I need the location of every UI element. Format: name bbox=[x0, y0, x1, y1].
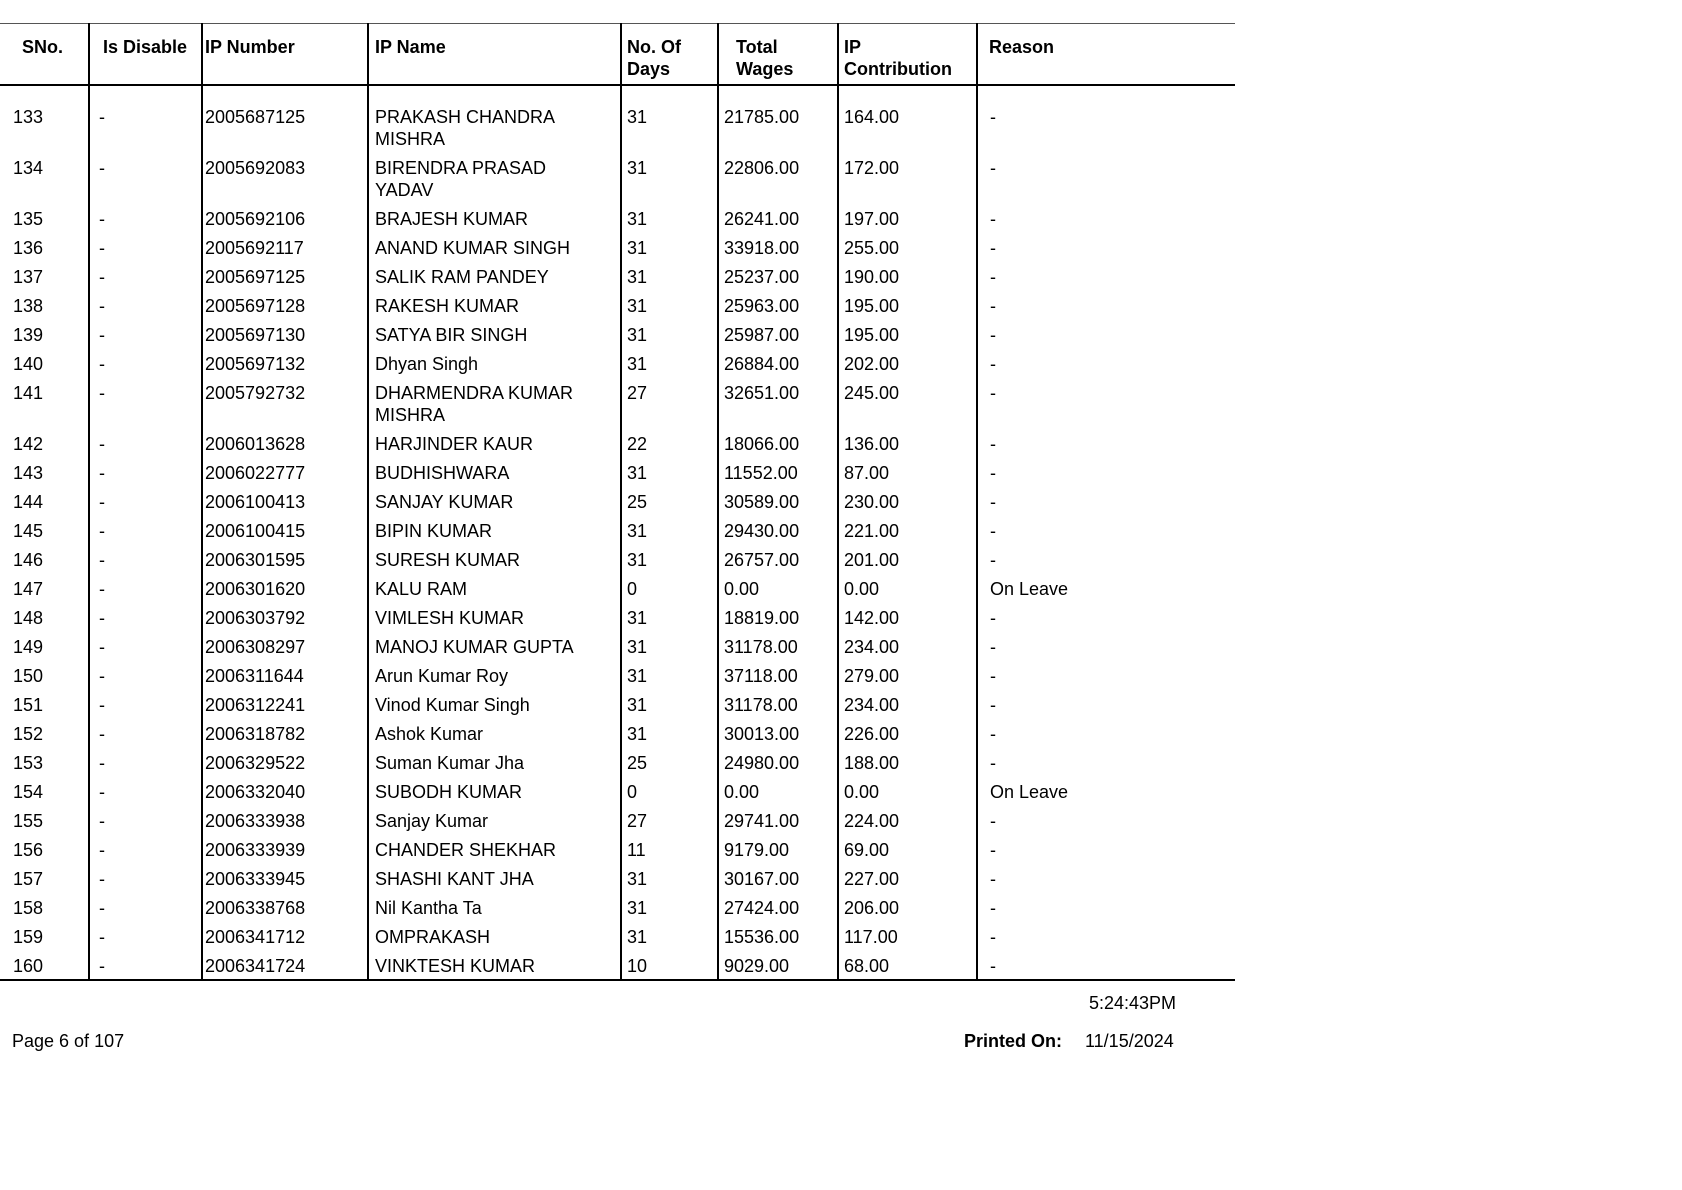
cell-no-of-days: 31 bbox=[621, 717, 718, 746]
table-row bbox=[0, 543, 1235, 572]
cell-ip-number: 2006308297 bbox=[202, 630, 368, 659]
cell-is-disable: - bbox=[89, 543, 202, 572]
cell-no-of-days: 31 bbox=[621, 151, 718, 202]
cell-total-wages: 0.00 bbox=[718, 572, 838, 601]
cell-ip-contribution: 230.00 bbox=[838, 485, 977, 514]
cell-ip-contribution: 188.00 bbox=[838, 746, 977, 775]
table-row bbox=[0, 260, 1235, 289]
cell-total-wages: 22806.00 bbox=[718, 151, 838, 202]
cell-is-disable: - bbox=[89, 891, 202, 920]
cell-total-wages: 9029.00 bbox=[718, 949, 838, 980]
cell-is-disable: - bbox=[89, 231, 202, 260]
cell-reason: - bbox=[977, 833, 1235, 862]
table-row bbox=[0, 659, 1235, 688]
table-row bbox=[0, 688, 1235, 717]
table-row bbox=[0, 630, 1235, 659]
cell-total-wages: 29741.00 bbox=[718, 804, 838, 833]
cell-no-of-days: 31 bbox=[621, 347, 718, 376]
table-header-row bbox=[0, 24, 1235, 85]
cell-total-wages: 18819.00 bbox=[718, 601, 838, 630]
table-row bbox=[0, 601, 1235, 630]
cell-ip-contribution: 226.00 bbox=[838, 717, 977, 746]
print-time: 5:24:43PM bbox=[1089, 993, 1177, 1013]
cell-no-of-days: 22 bbox=[621, 427, 718, 456]
cell-reason: - bbox=[977, 659, 1235, 688]
cell-ip-number: 2006100413 bbox=[202, 485, 368, 514]
table-row bbox=[0, 746, 1235, 775]
table-row bbox=[0, 514, 1235, 543]
cell-ip-contribution: 0.00 bbox=[838, 572, 977, 601]
table-row bbox=[0, 485, 1235, 514]
cell-ip-name: BUDHISHWARA bbox=[368, 456, 621, 485]
cell-sno: 146 bbox=[13, 549, 44, 570]
table-row bbox=[0, 427, 1235, 456]
cell-ip-name: SHASHI KANT JHA bbox=[368, 862, 621, 891]
table-row bbox=[0, 347, 1235, 376]
cell-is-disable: - bbox=[89, 601, 202, 630]
table-row bbox=[0, 862, 1235, 891]
cell-reason: - bbox=[977, 485, 1235, 514]
cell-ip-contribution: 197.00 bbox=[838, 202, 977, 231]
cell-total-wages: 21785.00 bbox=[718, 85, 838, 151]
cell-sno: 134 bbox=[13, 157, 44, 178]
cell-ip-number: 2006332040 bbox=[202, 775, 368, 804]
cell-sno: 149 bbox=[13, 636, 44, 657]
table-row bbox=[0, 804, 1235, 833]
header-no-of-days: No. Of Days bbox=[621, 24, 718, 85]
table-row bbox=[0, 318, 1235, 347]
cell-ip-contribution: 234.00 bbox=[838, 630, 977, 659]
cell-is-disable: - bbox=[89, 659, 202, 688]
cell-is-disable: - bbox=[89, 85, 202, 151]
cell-total-wages: 15536.00 bbox=[718, 920, 838, 949]
cell-total-wages: 24980.00 bbox=[718, 746, 838, 775]
cell-ip-name: SUBODH KUMAR bbox=[368, 775, 621, 804]
cell-sno: 139 bbox=[13, 324, 44, 345]
cell-ip-number: 2006333938 bbox=[202, 804, 368, 833]
cell-no-of-days: 31 bbox=[621, 85, 718, 151]
cell-ip-name: VINKTESH KUMAR bbox=[368, 949, 621, 980]
cell-total-wages: 30589.00 bbox=[718, 485, 838, 514]
cell-ip-contribution: 0.00 bbox=[838, 775, 977, 804]
table-row bbox=[0, 289, 1235, 318]
cell-sno: 160 bbox=[0, 949, 89, 980]
cell-ip-number: 2006318782 bbox=[202, 717, 368, 746]
cell-no-of-days: 31 bbox=[621, 543, 718, 572]
cell-no-of-days: 31 bbox=[621, 260, 718, 289]
cell-reason: - bbox=[977, 427, 1235, 456]
cell-reason: - bbox=[977, 804, 1235, 833]
cell-sno: 144 bbox=[13, 491, 44, 512]
cell-sno: 141 bbox=[13, 382, 44, 403]
printed-on-label: Printed On: bbox=[964, 1031, 1062, 1051]
cell-no-of-days: 31 bbox=[621, 601, 718, 630]
cell-no-of-days: 0 bbox=[621, 572, 718, 601]
cell-ip-number: 2006333939 bbox=[202, 833, 368, 862]
table-row bbox=[0, 572, 1235, 601]
cell-total-wages: 37118.00 bbox=[718, 659, 838, 688]
printed-on-date: 11/15/2024 bbox=[1085, 1031, 1174, 1051]
cell-ip-contribution: 136.00 bbox=[838, 427, 977, 456]
table-row bbox=[0, 202, 1235, 231]
cell-ip-name: SURESH KUMAR bbox=[368, 543, 621, 572]
cell-no-of-days: 0 bbox=[621, 775, 718, 804]
table-row bbox=[0, 833, 1235, 862]
cell-ip-number: 2006338768 bbox=[202, 891, 368, 920]
cell-no-of-days: 10 bbox=[621, 949, 718, 980]
cell-total-wages: 26241.00 bbox=[718, 202, 838, 231]
cell-ip-contribution: 142.00 bbox=[838, 601, 977, 630]
cell-sno: 142 bbox=[13, 433, 44, 454]
cell-no-of-days: 31 bbox=[621, 659, 718, 688]
cell-ip-number: 2006100415 bbox=[202, 514, 368, 543]
cell-ip-contribution: 195.00 bbox=[838, 318, 977, 347]
cell-total-wages: 31178.00 bbox=[718, 630, 838, 659]
header-sno: SNo. bbox=[0, 24, 89, 85]
cell-reason: - bbox=[977, 949, 1235, 980]
cell-total-wages: 9179.00 bbox=[718, 833, 838, 862]
cell-ip-name: BRAJESH KUMAR bbox=[368, 202, 621, 231]
cell-ip-name: Nil Kantha Ta bbox=[368, 891, 621, 920]
cell-no-of-days: 25 bbox=[621, 485, 718, 514]
cell-sno: 153 bbox=[13, 752, 44, 773]
cell-ip-number: 2006301595 bbox=[202, 543, 368, 572]
cell-total-wages: 33918.00 bbox=[718, 231, 838, 260]
cell-reason: - bbox=[977, 85, 1235, 151]
cell-reason: - bbox=[977, 376, 1235, 427]
cell-is-disable: - bbox=[89, 862, 202, 891]
cell-total-wages: 27424.00 bbox=[718, 891, 838, 920]
cell-ip-contribution: 195.00 bbox=[838, 289, 977, 318]
cell-is-disable: - bbox=[89, 260, 202, 289]
cell-ip-name: DHARMENDRA KUMAR MISHRA bbox=[368, 376, 621, 427]
cell-reason: On Leave bbox=[977, 775, 1235, 804]
header-reason: Reason bbox=[977, 24, 1235, 85]
cell-sno: 152 bbox=[13, 723, 44, 744]
cell-total-wages: 25987.00 bbox=[718, 318, 838, 347]
cell-ip-name: PRAKASH CHANDRA MISHRA bbox=[368, 85, 621, 151]
cell-reason: - bbox=[977, 601, 1235, 630]
cell-no-of-days: 27 bbox=[621, 804, 718, 833]
cell-ip-number: 2005692106 bbox=[202, 202, 368, 231]
cell-no-of-days: 31 bbox=[621, 231, 718, 260]
cell-sno: 159 bbox=[13, 926, 44, 947]
table-row bbox=[0, 775, 1235, 804]
cell-ip-contribution: 245.00 bbox=[838, 376, 977, 427]
cell-ip-contribution: 227.00 bbox=[838, 862, 977, 891]
header-total-wages: Total Wages bbox=[718, 24, 838, 85]
cell-sno: 156 bbox=[13, 839, 44, 860]
cell-ip-number: 2005792732 bbox=[202, 376, 368, 427]
cell-ip-number: 2005692117 bbox=[202, 231, 368, 260]
cell-ip-name: Arun Kumar Roy bbox=[368, 659, 621, 688]
cell-no-of-days: 31 bbox=[621, 202, 718, 231]
cell-is-disable: - bbox=[89, 804, 202, 833]
cell-is-disable: - bbox=[89, 347, 202, 376]
cell-total-wages: 25237.00 bbox=[718, 260, 838, 289]
cell-reason: - bbox=[977, 260, 1235, 289]
cell-sno: 148 bbox=[13, 607, 44, 628]
table-row bbox=[0, 891, 1235, 920]
cell-ip-name: Suman Kumar Jha bbox=[368, 746, 621, 775]
cell-is-disable: - bbox=[89, 151, 202, 202]
cell-ip-name: Vinod Kumar Singh bbox=[368, 688, 621, 717]
cell-sno: 138 bbox=[13, 295, 44, 316]
cell-reason: - bbox=[977, 231, 1235, 260]
cell-sno: 133 bbox=[13, 106, 44, 127]
cell-ip-number: 2006303792 bbox=[202, 601, 368, 630]
cell-reason: - bbox=[977, 347, 1235, 376]
cell-sno: 154 bbox=[13, 781, 44, 802]
cell-no-of-days: 11 bbox=[621, 833, 718, 862]
cell-reason: - bbox=[977, 151, 1235, 202]
cell-reason: - bbox=[977, 688, 1235, 717]
cell-is-disable: - bbox=[89, 376, 202, 427]
cell-is-disable: - bbox=[89, 833, 202, 862]
cell-no-of-days: 31 bbox=[621, 289, 718, 318]
cell-ip-contribution: 68.00 bbox=[838, 949, 977, 980]
cell-ip-contribution: 224.00 bbox=[838, 804, 977, 833]
cell-ip-name: SALIK RAM PANDEY bbox=[368, 260, 621, 289]
header-is-disable: Is Disable bbox=[89, 24, 202, 85]
cell-ip-number: 2006022777 bbox=[202, 456, 368, 485]
table-row bbox=[0, 920, 1235, 949]
cell-reason: - bbox=[977, 891, 1235, 920]
cell-ip-number: 2006013628 bbox=[202, 427, 368, 456]
cell-sno: 137 bbox=[13, 266, 44, 287]
contribution-table bbox=[0, 23, 1235, 981]
cell-ip-name: BIRENDRA PRASAD YADAV bbox=[368, 151, 621, 202]
cell-ip-number: 2006311644 bbox=[202, 659, 368, 688]
cell-total-wages: 30013.00 bbox=[718, 717, 838, 746]
cell-no-of-days: 31 bbox=[621, 456, 718, 485]
cell-ip-name: MANOJ KUMAR GUPTA bbox=[368, 630, 621, 659]
header-ip-name: IP Name bbox=[368, 24, 621, 85]
cell-ip-contribution: 172.00 bbox=[838, 151, 977, 202]
cell-total-wages: 18066.00 bbox=[718, 427, 838, 456]
cell-sno: 135 bbox=[13, 208, 44, 229]
cell-total-wages: 29430.00 bbox=[718, 514, 838, 543]
cell-is-disable: - bbox=[89, 427, 202, 456]
cell-reason: - bbox=[977, 717, 1235, 746]
cell-is-disable: - bbox=[89, 630, 202, 659]
cell-ip-name: SATYA BIR SINGH bbox=[368, 318, 621, 347]
cell-ip-contribution: 255.00 bbox=[838, 231, 977, 260]
cell-ip-number: 2006341712 bbox=[202, 920, 368, 949]
table-row bbox=[0, 231, 1235, 260]
cell-ip-number: 2005697130 bbox=[202, 318, 368, 347]
cell-reason: - bbox=[977, 543, 1235, 572]
cell-reason: - bbox=[977, 920, 1235, 949]
cell-reason: - bbox=[977, 862, 1235, 891]
cell-no-of-days: 31 bbox=[621, 630, 718, 659]
cell-reason: - bbox=[977, 630, 1235, 659]
cell-is-disable: - bbox=[89, 949, 202, 980]
cell-no-of-days: 31 bbox=[621, 318, 718, 347]
table-row bbox=[0, 151, 1235, 202]
cell-ip-name: SANJAY KUMAR bbox=[368, 485, 621, 514]
cell-total-wages: 30167.00 bbox=[718, 862, 838, 891]
cell-is-disable: - bbox=[89, 456, 202, 485]
cell-is-disable: - bbox=[89, 746, 202, 775]
cell-is-disable: - bbox=[89, 920, 202, 949]
cell-total-wages: 26757.00 bbox=[718, 543, 838, 572]
cell-ip-name: VIMLESH KUMAR bbox=[368, 601, 621, 630]
table-row bbox=[0, 376, 1235, 427]
cell-ip-number: 2006329522 bbox=[202, 746, 368, 775]
cell-is-disable: - bbox=[89, 202, 202, 231]
cell-no-of-days: 25 bbox=[621, 746, 718, 775]
cell-reason: - bbox=[977, 746, 1235, 775]
cell-ip-number: 2005697132 bbox=[202, 347, 368, 376]
header-ip-contribution: IP Contribution bbox=[838, 24, 977, 85]
cell-sno: 150 bbox=[13, 665, 44, 686]
header-ip-number: IP Number bbox=[202, 24, 368, 85]
cell-ip-name: CHANDER SHEKHAR bbox=[368, 833, 621, 862]
cell-ip-contribution: 190.00 bbox=[838, 260, 977, 289]
cell-no-of-days: 31 bbox=[621, 920, 718, 949]
cell-ip-contribution: 202.00 bbox=[838, 347, 977, 376]
cell-no-of-days: 31 bbox=[621, 862, 718, 891]
cell-total-wages: 25963.00 bbox=[718, 289, 838, 318]
cell-is-disable: - bbox=[89, 318, 202, 347]
cell-ip-number: 2006341724 bbox=[202, 949, 368, 980]
cell-ip-name: Sanjay Kumar bbox=[368, 804, 621, 833]
cell-ip-number: 2006301620 bbox=[202, 572, 368, 601]
cell-total-wages: 0.00 bbox=[718, 775, 838, 804]
cell-reason: - bbox=[977, 456, 1235, 485]
cell-ip-contribution: 201.00 bbox=[838, 543, 977, 572]
cell-ip-name: HARJINDER KAUR bbox=[368, 427, 621, 456]
table-row bbox=[0, 85, 1235, 151]
cell-ip-number: 2005687125 bbox=[202, 85, 368, 151]
cell-ip-name: KALU RAM bbox=[368, 572, 621, 601]
cell-is-disable: - bbox=[89, 572, 202, 601]
cell-ip-number: 2006312241 bbox=[202, 688, 368, 717]
cell-reason: - bbox=[977, 318, 1235, 347]
cell-reason: - bbox=[977, 289, 1235, 318]
cell-is-disable: - bbox=[89, 289, 202, 318]
cell-reason: On Leave bbox=[977, 572, 1235, 601]
table-body bbox=[0, 85, 1235, 980]
cell-is-disable: - bbox=[89, 485, 202, 514]
cell-no-of-days: 31 bbox=[621, 514, 718, 543]
cell-sno: 147 bbox=[13, 578, 44, 599]
cell-no-of-days: 31 bbox=[621, 891, 718, 920]
cell-ip-name: ANAND KUMAR SINGH bbox=[368, 231, 621, 260]
cell-ip-contribution: 279.00 bbox=[838, 659, 977, 688]
cell-sno: 157 bbox=[13, 868, 44, 889]
cell-ip-name: Dhyan Singh bbox=[368, 347, 621, 376]
table-row bbox=[0, 949, 1235, 980]
cell-is-disable: - bbox=[89, 717, 202, 746]
cell-ip-name: OMPRAKASH bbox=[368, 920, 621, 949]
cell-ip-number: 2005697128 bbox=[202, 289, 368, 318]
cell-reason: - bbox=[977, 202, 1235, 231]
cell-ip-name: RAKESH KUMAR bbox=[368, 289, 621, 318]
table-row bbox=[0, 456, 1235, 485]
cell-ip-name: BIPIN KUMAR bbox=[368, 514, 621, 543]
cell-ip-number: 2005692083 bbox=[202, 151, 368, 202]
cell-total-wages: 32651.00 bbox=[718, 376, 838, 427]
cell-ip-contribution: 234.00 bbox=[838, 688, 977, 717]
cell-ip-name: Ashok Kumar bbox=[368, 717, 621, 746]
cell-sno: 145 bbox=[13, 520, 44, 541]
cell-ip-number: 2005697125 bbox=[202, 260, 368, 289]
cell-ip-contribution: 206.00 bbox=[838, 891, 977, 920]
cell-sno: 140 bbox=[13, 353, 44, 374]
cell-is-disable: - bbox=[89, 514, 202, 543]
cell-ip-contribution: 164.00 bbox=[838, 85, 977, 151]
cell-is-disable: - bbox=[89, 775, 202, 804]
cell-sno: 136 bbox=[13, 237, 44, 258]
cell-reason: - bbox=[977, 514, 1235, 543]
cell-ip-number: 2006333945 bbox=[202, 862, 368, 891]
cell-total-wages: 26884.00 bbox=[718, 347, 838, 376]
cell-is-disable: - bbox=[89, 688, 202, 717]
cell-total-wages: 11552.00 bbox=[718, 456, 838, 485]
cell-ip-contribution: 117.00 bbox=[838, 920, 977, 949]
cell-ip-contribution: 221.00 bbox=[838, 514, 977, 543]
cell-no-of-days: 31 bbox=[621, 688, 718, 717]
cell-total-wages: 31178.00 bbox=[718, 688, 838, 717]
cell-sno: 158 bbox=[13, 897, 44, 918]
cell-ip-contribution: 69.00 bbox=[838, 833, 977, 862]
table-row bbox=[0, 717, 1235, 746]
cell-no-of-days: 27 bbox=[621, 376, 718, 427]
cell-sno: 151 bbox=[13, 694, 44, 715]
cell-sno: 155 bbox=[13, 810, 44, 831]
page-number: Page 6 of 107 bbox=[12, 1031, 125, 1051]
cell-sno: 143 bbox=[13, 462, 44, 483]
cell-ip-contribution: 87.00 bbox=[838, 456, 977, 485]
